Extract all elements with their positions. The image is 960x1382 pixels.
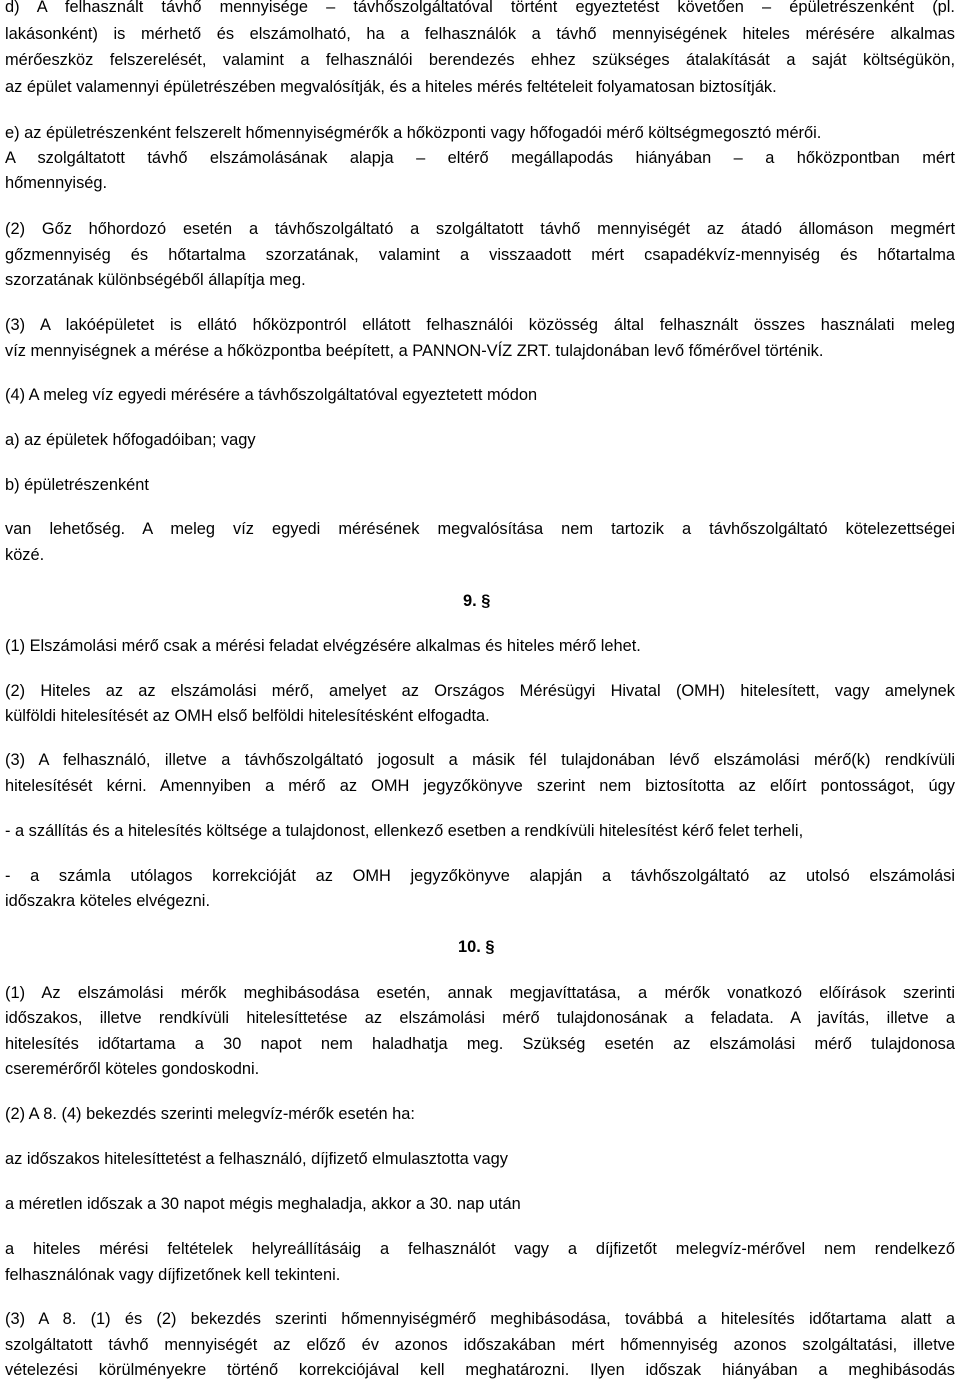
paragraph-line: (3) A lakóépületet is ellátó hőközpontról ellátott felhasználói közösség által felhasznált összes használati meleg <box>5 316 955 334</box>
paragraph-line: időszakra köteles elvégezni. <box>5 892 210 910</box>
section-heading: 9. § <box>463 592 491 610</box>
paragraph-line: (4) A meleg víz egyedi mérésére a távhőszolgáltatóval egyeztetett módon <box>5 386 538 404</box>
paragraph-line: az épület valamennyi épületrészében megvalósítják, és a hiteles mérés feltételeit folyamatosan biztosítják. <box>5 78 777 96</box>
paragraph-line: a méretlen időszak a 30 napot mégis meghaladja, akkor a 30. nap után <box>5 1195 521 1213</box>
paragraph-line: hitelesítését kérni. Amennyiben a mérő az OMH jegyzőkönyve szerint nem biztosította az előírt pontosságot, úgy <box>5 777 955 795</box>
section-heading: 10. § <box>458 938 495 956</box>
paragraph-line: mérőeszköz felszerelését, valamint a felhasználói berendezés ehhez szükséges átalakítását a saját költségükön, <box>5 51 955 69</box>
paragraph-line: e) az épületrészenként felszerelt hőmennyiségmérők a hőközponti vagy hőfogadói mérő költségmegosztó mérői. <box>5 124 822 142</box>
paragraph-line: a) az épületek hőfogadóiban; vagy <box>5 431 256 449</box>
paragraph-line: vételezési körülményekre történő korrekciójával kell meghatározni. Ilyen időszak hiányában a meghibásodás <box>5 1361 955 1379</box>
paragraph-line: felhasználónak vagy díjfizetőnek kell tekinteni. <box>5 1266 341 1284</box>
paragraph-line: van lehetőség. A meleg víz egyedi mérésének megvalósítása nem tartozik a távhőszolgáltató kötelezettségei <box>5 520 955 538</box>
paragraph-line: a hiteles mérési feltételek helyreállításáig a felhasználót vagy a díjfizetőt melegvíz-mérővel nem rendelkező <box>5 1240 955 1258</box>
paragraph-line: időszakos, illetve rendkívüli hitelesíttetése az elszámolási mérő tulajdonosának a feladata. A javítás, illetve a <box>5 1009 955 1027</box>
paragraph-line: - a számla utólagos korrekcióját az OMH jegyzőkönyve alapján a távhőszolgáltató az utolsó elszámolási <box>5 867 955 885</box>
paragraph-line: gőzmennyiség és hőtartalma szorzatának, valamint a visszaadott mért csapadékvíz-mennyiség és hőtartalma <box>5 246 955 264</box>
paragraph-line: (2) Hiteles az az elszámolási mérő, amelyet az Országos Mérésügyi Hivatal (OMH) hitelesített, vagy amelynek <box>5 682 955 700</box>
paragraph-line: az időszakos hitelesíttetést a felhasználó, díjfizető elmulasztotta vagy <box>5 1150 508 1168</box>
paragraph-line: lakásonként) is mérhető és elszámolható, ha a felhasználók a távhő mennyiségének hiteles mérésére alkalmas <box>5 25 955 43</box>
paragraph-line: cseremérőről köteles gondoskodni. <box>5 1060 260 1078</box>
paragraph-line: szorzatának különbségéből állapítja meg. <box>5 271 306 289</box>
paragraph-line: d) A felhasznált távhő mennyisége – távhőszolgáltatóval történt egyeztetést követően – épületrészenként (pl. <box>5 0 955 16</box>
paragraph-line: közé. <box>5 546 45 564</box>
paragraph-line: víz mennyiségnek a mérése a hőközpontba beépített, a PANNON-VÍZ ZRT. tulajdonában levő főmérővel történik. <box>5 342 824 360</box>
paragraph-line: b) épületrészenként <box>5 476 149 494</box>
paragraph-line: (1) Az elszámolási mérők meghibásodása esetén, annak megjavíttatása, a mérők vonatkozó előírások szerinti <box>5 984 955 1002</box>
paragraph-line: hőmennyiség. <box>5 174 108 192</box>
paragraph-line: hitelesítés időtartama a 30 napot nem haladhatja meg. Szükség esetén az elszámolási mérő tulajdonosa <box>5 1035 955 1053</box>
paragraph-line: (1) Elszámolási mérő csak a mérési feladat elvégzésére alkalmas és hiteles mérő lehet. <box>5 637 641 655</box>
paragraph-line: (2) Gőz hőhordozó esetén a távhőszolgáltató a szolgáltatott távhő mennyiségét az átadó állomáson megmért <box>5 220 955 238</box>
paragraph-line: (3) A felhasználó, illetve a távhőszolgáltató jogosult a másik fél tulajdonában lévő elszámolási mérő(k) rendkívüli <box>5 751 955 769</box>
paragraph-line: (3) A 8. (1) és (2) bekezdés szerinti hőmennyiségmérő meghibásodása, továbbá a hitelesítés időtartama alatt a <box>5 1310 955 1328</box>
paragraph-line: szolgáltatott távhő mennyiségét az előző év azonos időszakában mért hőmennyiség azonos szolgáltatási, illetve <box>5 1336 955 1354</box>
paragraph-line: A szolgáltatott távhő elszámolásának alapja – eltérő megállapodás hiányában – a hőközpontban mért <box>5 149 955 167</box>
paragraph-line: - a szállítás és a hitelesítés költsége a tulajdonost, ellenkező esetben a rendkívüli hitelesítést kérő felet terheli, <box>5 822 804 840</box>
paragraph-line: (2) A 8. (4) bekezdés szerinti melegvíz-mérők esetén ha: <box>5 1105 415 1123</box>
paragraph-line: külföldi hitelesítését az OMH első belföldi hitelesítésként elfogadta. <box>5 707 490 725</box>
